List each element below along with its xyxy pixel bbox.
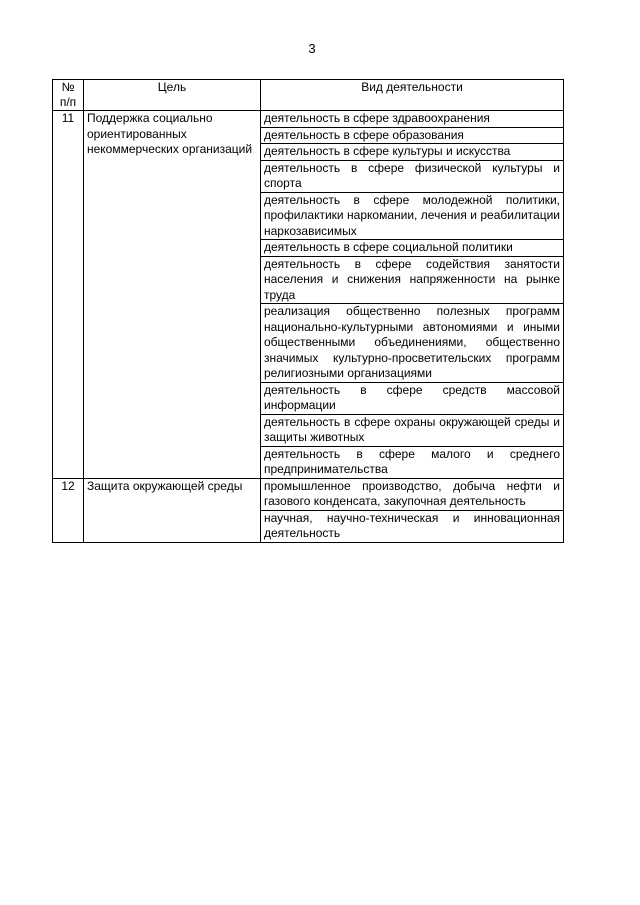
activity-cell: деятельность в сфере молодежной политики, профилактики наркомании, лечения и реабилитации наркозависимых bbox=[261, 192, 564, 240]
activity-cell: деятельность в сфере средств массовой информации bbox=[261, 382, 564, 414]
activity-cell: деятельность в сфере физической культуры и спорта bbox=[261, 160, 564, 192]
header-activity: Вид деятельности bbox=[261, 80, 564, 111]
activity-cell: деятельность в сфере содействия занятости населения и снижения напряженности на рынке труда bbox=[261, 256, 564, 304]
activity-cell: промышленное производство, добыча нефти и газового конденсата, закупочная деятельность bbox=[261, 478, 564, 510]
table-header-row bbox=[53, 80, 564, 111]
goal-cell: Защита окружающей среды bbox=[84, 478, 261, 542]
table-row bbox=[53, 111, 564, 128]
goal-cell: Поддержка социально ориентированных некоммерческих организаций bbox=[84, 111, 261, 479]
activity-cell: деятельность в сфере образования bbox=[261, 127, 564, 144]
activity-cell: научная, научно-техническая и инновационная деятельность bbox=[261, 510, 564, 542]
header-goal: Цель bbox=[84, 80, 261, 111]
activity-cell: деятельность в сфере социальной политики bbox=[261, 240, 564, 257]
row-number-cell: 12 bbox=[53, 478, 84, 542]
activity-cell: реализация общественно полезных программ национально-культурными автономиями и иными общественными объединениями, общественно значимых культурно-просветительских программ религиозными организациями bbox=[261, 304, 564, 383]
activity-cell: деятельность в сфере охраны окружающей среды и защиты животных bbox=[261, 414, 564, 446]
header-number-symbol: № bbox=[61, 80, 75, 94]
activity-cell: деятельность в сфере малого и среднего предпринимательства bbox=[261, 446, 564, 478]
header-number-abbr: п/п bbox=[59, 95, 77, 109]
row-number-cell: 11 bbox=[53, 111, 84, 479]
activity-cell: деятельность в сфере культуры и искусства bbox=[261, 144, 564, 161]
header-number bbox=[53, 80, 84, 111]
page-number: 3 bbox=[308, 41, 316, 56]
activity-cell: деятельность в сфере здравоохранения bbox=[261, 111, 564, 128]
goals-activities-table bbox=[52, 79, 564, 543]
table-row bbox=[53, 478, 564, 510]
